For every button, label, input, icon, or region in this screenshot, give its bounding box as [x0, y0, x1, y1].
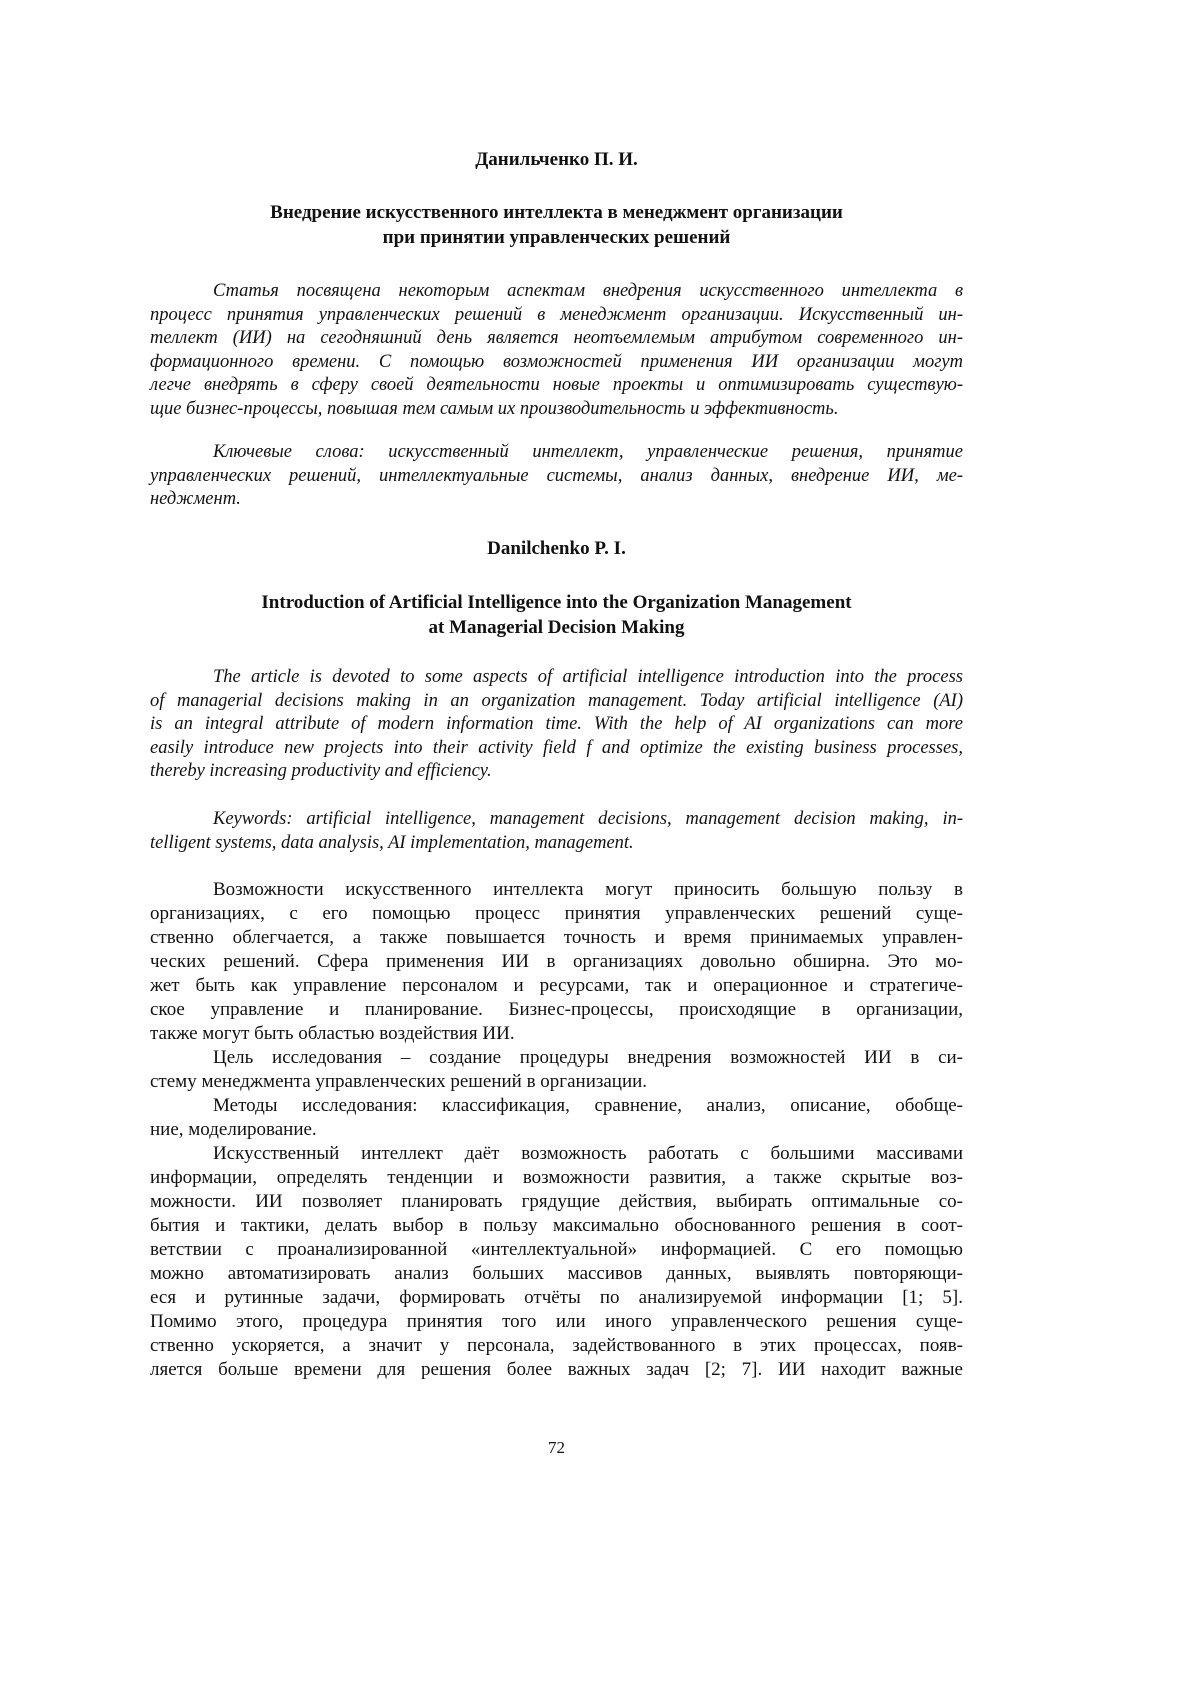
title-ru-line: при принятии управленческих решений — [150, 225, 963, 250]
abstract-ru — [150, 280, 963, 421]
title-en-line: at Managerial Decision Making — [150, 615, 963, 640]
text-line: ственно облегчается, а также повышается точность и время принимаемых управлен- — [150, 926, 963, 950]
text-line: ветствии с проанализированной «интеллектуальной» информацией. С его помощью — [150, 1238, 963, 1262]
text-line: ское управление и планирование. Бизнес-процессы, происходящие в организации, — [150, 998, 963, 1022]
text-line: жет быть как управление персоналом и ресурсами, так и операционное и стратегиче- — [150, 974, 963, 998]
text-line: Искусственный интеллект даёт возможность работать с большими массивами — [150, 1142, 963, 1166]
text-line: The article is devoted to some aspects of artificial intelligence introduction into the process — [150, 666, 963, 690]
text-line: Статья посвящена некоторым аспектам внедрения искусственного интеллекта в — [150, 280, 963, 304]
text-line: is an integral attribute of modern information time. With the help of AI organizations can more — [150, 713, 963, 737]
abstract-en — [150, 666, 963, 784]
text-line: Keywords: artificial intelligence, management decisions, management decision making, in- — [150, 808, 963, 832]
keywords-en — [150, 808, 963, 855]
title-en-line: Introduction of Artificial Intelligence into the Organization Management — [150, 590, 963, 615]
text-line: easily introduce new projects into their activity field f and optimize the existing business processes, — [150, 737, 963, 761]
text-line: также могут быть областью воздействия ИИ. — [150, 1022, 963, 1046]
body-paragraph — [150, 878, 963, 1046]
text-line: процесс принятия управленческих решений в менеджмент организации. Искусственный ин- — [150, 304, 963, 328]
text-line: бытия и тактики, делать выбор в пользу максимально обоснованного решения в соот- — [150, 1214, 963, 1238]
title-en — [150, 590, 963, 640]
text-line: Методы исследования: классификация, сравнение, анализ, описание, обобще- — [150, 1094, 963, 1118]
body-paragraph — [150, 1094, 963, 1142]
text-line: ние, моделирование. — [150, 1118, 963, 1142]
body-text — [150, 878, 963, 1382]
text-line: of managerial decisions making in an organization management. Today artificial intelligence (AI) — [150, 690, 963, 714]
body-paragraph — [150, 1142, 963, 1382]
text-line: организациях, с его помощью процесс принятия управленческих решений суще- — [150, 902, 963, 926]
text-line: информации, определять тенденции и возможности развития, а также скрытые воз- — [150, 1166, 963, 1190]
text-line: telligent systems, data analysis, AI implementation, management. — [150, 832, 963, 856]
author-ru: Данильченко П. И. — [150, 147, 963, 172]
text-line: можно автоматизировать анализ больших массивов данных, выявлять повторяющи- — [150, 1262, 963, 1286]
text-line: Помимо этого, процедура принятия того или иного управленческого решения суще- — [150, 1310, 963, 1334]
text-line: еся и рутинные задачи, формировать отчёты по анализируемой информации [1; 5]. — [150, 1286, 963, 1310]
text-line: стему менеджмента управленческих решений в организации. — [150, 1070, 963, 1094]
text-line: неджмент. — [150, 488, 963, 512]
text-line: Цель исследования – создание процедуры внедрения возможностей ИИ в си- — [150, 1046, 963, 1070]
text-line: щие бизнес-процессы, повышая тем самым их производительность и эффективность. — [150, 398, 963, 422]
text-line: Ключевые слова: искусственный интеллект, управленческие решения, принятие — [150, 441, 963, 465]
keywords-ru — [150, 441, 963, 512]
text-line: легче внедрять в сферу своей деятельности новые проекты и оптимизировать существую- — [150, 374, 963, 398]
text-line: Возможности искусственного интеллекта могут приносить большую пользу в — [150, 878, 963, 902]
title-ru — [150, 200, 963, 250]
text-line: thereby increasing productivity and efficiency. — [150, 760, 963, 784]
text-line: ческих решений. Сфера применения ИИ в организациях довольно обширна. Это мо- — [150, 950, 963, 974]
text-line: управленческих решений, интеллектуальные системы, анализ данных, внедрение ИИ, ме- — [150, 465, 963, 489]
text-line: формационного времени. С помощью возможностей применения ИИ организации могут — [150, 351, 963, 375]
page-number: 72 — [150, 1438, 963, 1458]
text-line: ляется больше времени для решения более важных задач [2; 7]. ИИ находит важные — [150, 1358, 963, 1382]
text-line: теллект (ИИ) на сегодняшний день является неотъемлемым атрибутом современного ин- — [150, 327, 963, 351]
author-en: Danilchenko P. I. — [150, 536, 963, 561]
body-paragraph — [150, 1046, 963, 1094]
text-line: ственно ускоряется, а значит у персонала, задействованного в этих процессах, появ- — [150, 1334, 963, 1358]
title-ru-line: Внедрение искусственного интеллекта в менеджмент организации — [150, 200, 963, 225]
text-line: можности. ИИ позволяет планировать грядущие действия, выбирать оптимальные со- — [150, 1190, 963, 1214]
